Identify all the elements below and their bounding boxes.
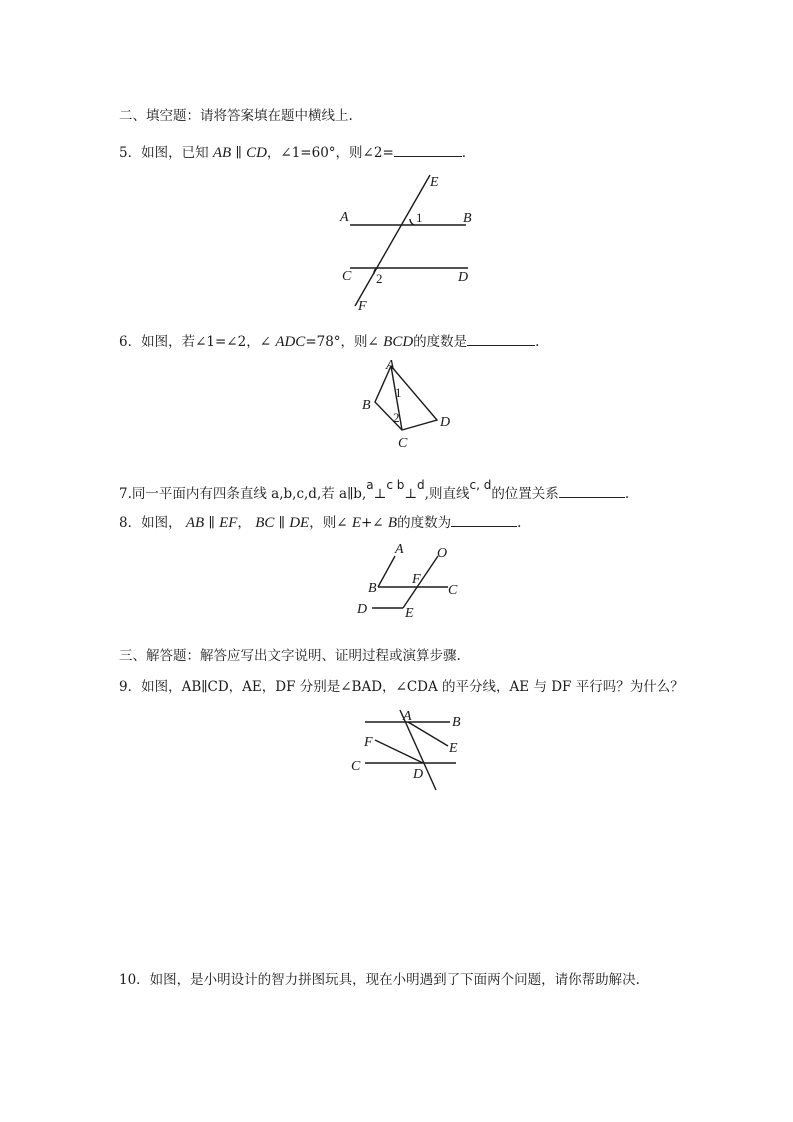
q6-mid: =78°，则∠: [305, 334, 379, 350]
q8-tail: 的度数为: [397, 515, 452, 531]
label-angle-2: 2: [393, 410, 400, 425]
angle-1-arc: [410, 219, 414, 225]
q8-mid: ，则∠: [309, 515, 348, 531]
q7-text-3: 的位置关系: [491, 486, 559, 502]
label-f: F: [364, 735, 373, 750]
q8-number: 8．如图，: [119, 515, 182, 531]
q5-parallel: ∥: [235, 145, 242, 161]
section-3-heading: 三、解答题：解答应写出文字说明、证明过程或演算步骤.: [119, 648, 461, 664]
section-2-heading: 二、填空题：请将答案填在题中横线上.: [119, 108, 353, 124]
label-e: E: [430, 175, 439, 190]
q8-plus: +∠: [360, 515, 384, 531]
label-b: B: [362, 398, 371, 413]
label-angle-1: 1: [416, 210, 423, 225]
q5-number: 5．如图，已知: [119, 145, 209, 161]
label-a: A: [386, 358, 395, 373]
quadrilateral-abcd: [375, 366, 437, 430]
question-9: 9．如图，AB∥CD，AE，DF 分别是∠BAD，∠CDA 的平分线，AE 与 DF 平行吗？为什么？: [119, 679, 684, 695]
q5-end: .: [461, 145, 467, 161]
label-b: B: [452, 715, 461, 730]
q7-answer-blank[interactable]: [559, 485, 625, 498]
label-d: D: [413, 767, 424, 782]
label-c: C: [398, 436, 408, 451]
q8-answer-blank[interactable]: [451, 514, 517, 527]
label-e: E: [449, 741, 458, 756]
label-a: A: [340, 210, 349, 225]
q8-e: E: [351, 515, 361, 531]
line-ab: [378, 556, 395, 587]
label-d: D: [458, 270, 469, 285]
question-6: [119, 330, 539, 351]
q5-ab: AB: [212, 145, 232, 161]
q5-angle-text: ，∠1=60°，则∠2=: [266, 145, 394, 161]
q7-sup-d: d: [417, 478, 425, 492]
q7-sup-cb: c b: [386, 478, 405, 492]
q7-text-1: 7.同一平面内有四条直线 a,b,c,d,若 a∥b,: [119, 486, 367, 502]
q8-end: .: [517, 515, 522, 531]
q7-perp-1: ⊥: [373, 486, 387, 502]
q6-answer-blank[interactable]: [467, 333, 535, 346]
q7-sup-cd: c, d: [469, 478, 492, 492]
q6-figure: [355, 358, 465, 453]
label-e: E: [405, 606, 414, 621]
q7-perp-2: ⊥: [404, 486, 418, 502]
q8-bc: BC: [255, 515, 275, 531]
q5-figure: [330, 170, 490, 315]
label-c: C: [448, 583, 458, 598]
q5-cd: CD: [246, 145, 267, 161]
label-angle-1: 1: [395, 385, 402, 400]
question-7: [119, 478, 630, 502]
label-c: C: [342, 269, 352, 284]
q6-adc: ADC: [275, 334, 306, 350]
q6-tail: 的度数是: [413, 334, 468, 350]
label-b: B: [463, 211, 472, 226]
q6-number: 6．如图，若∠1=∠2，∠: [119, 334, 272, 350]
q8-parallel-1: ∥: [208, 515, 215, 531]
label-d: D: [440, 415, 451, 430]
q9-figure: [350, 702, 480, 797]
q8-b: B: [387, 515, 398, 531]
q6-end: .: [535, 334, 540, 350]
label-d: D: [357, 602, 368, 617]
q8-comma: ，: [237, 515, 251, 531]
q7-text-2: ,则直线: [424, 486, 470, 502]
label-angle-2: 2: [376, 271, 383, 286]
label-o: O: [437, 546, 448, 561]
q8-parallel-2: ∥: [278, 515, 285, 531]
q7-sup-a: a: [366, 478, 374, 492]
q7-end: .: [624, 486, 630, 502]
q8-ab: AB: [185, 515, 205, 531]
question-8: [119, 511, 521, 532]
label-c: C: [351, 759, 361, 774]
q6-bcd: BCD: [383, 334, 414, 350]
label-f: F: [358, 299, 367, 314]
question-10: 10．如图，是小明设计的智力拼图玩具，现在小明遇到了下面两个问题，请你帮助解决.: [119, 972, 640, 988]
question-5: [119, 141, 466, 162]
label-a: A: [395, 542, 404, 557]
label-a: A: [403, 709, 412, 724]
q8-de: DE: [289, 515, 310, 531]
q8-ef: EF: [219, 515, 238, 531]
label-b: B: [368, 581, 377, 596]
q5-answer-blank[interactable]: [394, 144, 462, 157]
line-ef: [355, 175, 430, 306]
label-f: F: [412, 572, 421, 587]
q8-figure: [350, 540, 470, 625]
